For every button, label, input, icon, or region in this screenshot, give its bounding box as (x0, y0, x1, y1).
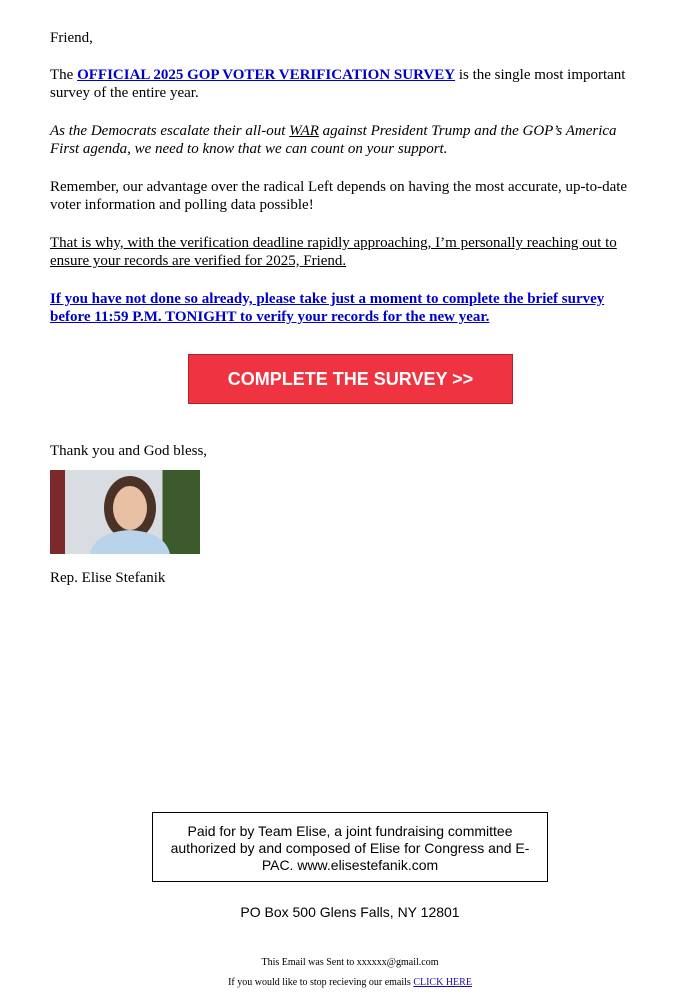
war-text: WAR (289, 123, 319, 139)
survey-cta-link[interactable]: If you have not done so already, please take just a moment to complete the brief survey before 11:59 P.M. TONIGHT to verify your records for the new year. (50, 291, 605, 325)
signature: Rep. Elise Stefanik (50, 570, 166, 586)
portrait-icon (50, 470, 200, 554)
greeting: Friend, (50, 30, 93, 46)
war-paragraph (50, 122, 645, 158)
text: is the single most important survey of the entire year. (50, 67, 626, 101)
signoff: Thank you and God bless, (50, 443, 208, 459)
sent-to: This Email was Sent to xxxxxx@gmail.com (261, 957, 439, 968)
survey-link[interactable]: OFFICIAL 2025 GOP VOTER VERIFICATION SURVEY (77, 67, 456, 83)
deadline-paragraph: That is why, with the verification deadline rapidly approaching, I’m personally reaching out to ensure your records are verified for 2025, Friend. (50, 235, 617, 269)
address: PO Box 500 Glens Falls, NY 12801 (240, 904, 460, 920)
disclaimer-box: Paid for by Team Elise, a joint fundraising committee authorized by and composed of Elise for Congress and E-PAC. www.elisestefanik.com (152, 812, 548, 882)
unsubscribe-line (0, 977, 700, 988)
advantage-paragraph: Remember, our advantage over the radical Left depends on having the most accurate, up-to-date voter information and polling data possible! (50, 179, 628, 213)
unsubscribe-link[interactable]: CLICK HERE (413, 977, 472, 988)
text: against President Trump and the GOP’s America First agenda, we need to know that we can count on your support. (50, 123, 617, 157)
text: If you would like to stop recieving our emails (228, 977, 414, 988)
intro-paragraph (50, 66, 645, 102)
stefanik-photo (50, 470, 200, 554)
text: As the Democrats escalate their all-out (50, 123, 290, 139)
complete-survey-button[interactable]: COMPLETE THE SURVEY >> (188, 354, 513, 404)
text: The (50, 67, 78, 83)
